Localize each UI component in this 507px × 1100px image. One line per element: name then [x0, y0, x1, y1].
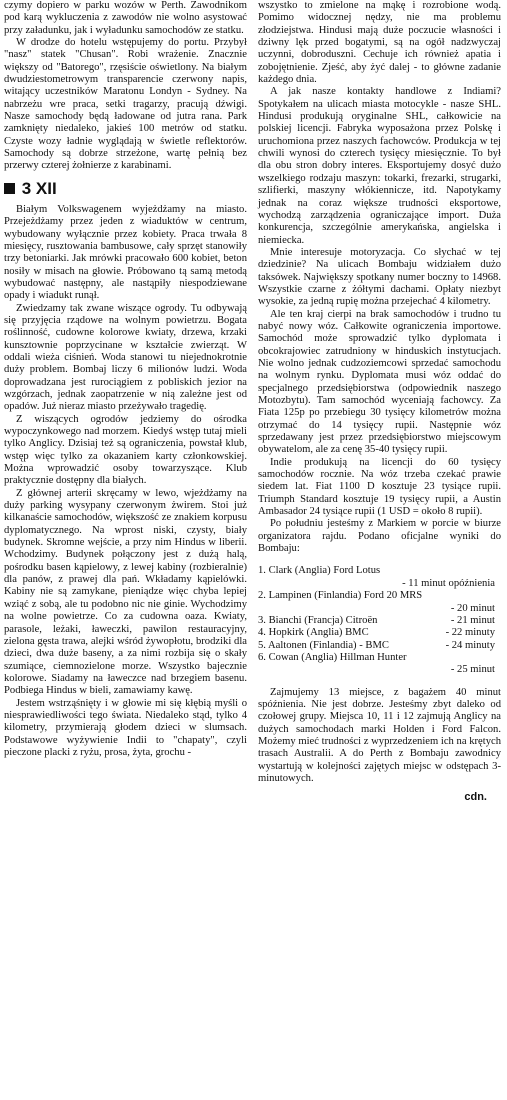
paragraph: Mnie interesuje motoryzacja. Co słychać w tej dziedzinie? Na ulicach Bombaju widziałem dużo taksówek. Największy spotkany numer boczny to 14968. Wszystkie czarne z żółtymi dachami. Opłaty niezbyt wysokie, za jedną rupię można przejechać 4 kilometry.	[258, 246, 501, 308]
result-time: - 22 minuty	[445, 627, 495, 639]
result-name: 5. Aaltonen (Finlandia) - BMC	[258, 639, 389, 651]
result-item	[258, 627, 501, 639]
paragraph: Zwiedzamy tak zwane wiszące ogrody. Tu odbywają się przyjęcia rządowe na wolnym powietrzu. Bogata roślinność, cudowne kolorowe kwiaty, drzewa, krzaki kunsztownie poprzycinane w kształcie zwierząt. W oddali wieża ciśnień. Woda stanowi tu niejednokrotnie duży problem. Bombaj liczy 6 milionów ludzi. Woda doprowadzana jest rurociągiem z pobliskich jezior na wzgórzach, jednak zaopatrzenie w nią zależne jest od opadów. Już nieraz miasto przeżywało tragedię.	[4, 302, 247, 413]
result-name: 6. Cowan (Anglia) Hillman Hunter	[258, 651, 407, 663]
result-name: 2. Lampinen (Finlandia) Ford 20 MRS	[258, 590, 423, 602]
right-column	[258, 0, 501, 803]
result-name: 3. Bianchi (Francja) Citroën	[258, 614, 378, 626]
paragraph: Białym Volkswagenem wyjeżdżamy na miasto. Przejeżdżamy przez jeden z wiaduktów w centrum, wybudowany wyłącznie przez kobiety. Praca trwała 8 miesięcy, rusztowania bambusowe, cały sprzęt stanowiły trzy betoniarki. Jak mrówki pracowało 600 kobiet, beton nosiły w misach na głowie. Próbowano tą samą metodą wybudować następny, ale nastąpiły niespodziewane opady i wiadukt runął.	[4, 203, 247, 302]
paragraph: czymy dopiero w parku wozów w Perth. Zawodnikom pod karą wykluczenia z zawodów nie wolno asystować przy załadunku, jak i wyładunku samochodów ze statku.	[4, 0, 247, 36]
result-item	[258, 590, 501, 615]
paragraph: Z głównej arterii skręcamy w lewo, wjeżdżamy na duży parking wysypany czerwonym żwirem. Stoi już kilkanaście samochodów, większość ze znakiem korpusu dyplomatycznego. Na wprost niski, czysty, biały budynek. Skromne wejście, a przy nim Hindus w liberii. Wchodzimy. Budynek połączony jest z dużą halą, pośrodku basen kąpielowy, z lewej kabiny (rozbieralnie) dla panów, z prawej dla pań. Wkładamy kąpielówki. Kabiny nie są zamykane, pieniądze więc chyba lepiej wziąć z sobą, ale tu podobno nic nie ginie. Wychodzimy na wolne powietrze. Co za cudowna oaza. Kwiaty, parasole, leżaki, ławeczki, pawilon restauracyjny, zielona gęsta trawa, alejki wśród żywopłotu, brodziki dla dzieci, dwa duże baseny, a za nimi rozbija się o skały szumiące, ciemnozielone morze. Wszystko bajecznie kolorowe. Siadamy na ławeczce nad brzegiem basenu. Podbiega Hindus w bieli, zamawiamy kawę.	[4, 487, 247, 697]
result-time: - 20 minut	[450, 602, 495, 614]
results-list	[258, 565, 501, 676]
date-heading	[4, 179, 247, 199]
paragraph: Jestem wstrząśnięty i w głowie mi się kłębią myśli o niesprawiedliwości tego świata. Niedaleko stąd, tylko 4 kilometry, przymierają głodem dzieci w slumsach. Podstawowe wyżywienie Indii to "chapaty", czyli pieczone placki z ryżu, prosa, żyta, grochu -	[4, 697, 247, 758]
paragraph: Po południu jesteśmy z Markiem w porcie w biurze organizatora rajdu. Podano oficjalne wyniki do Bombaju:	[258, 518, 501, 555]
result-time: - 24 minuty	[445, 639, 495, 651]
paragraph: wszystko to zmielone na mąkę i rozrobione wodą. Pomimo widocznej nędzy, nie ma problemu złodziejstwa. Hindusi mają duże poczucie własności i dziwny lęk przed bogatymi, są na ogół nadzwyczaj uczynni, dobroduszni. Cechuje ich również apatia i zobojętnienie. Zjeść, aby żyć dalej - to główne zadanie każdego dnia.	[258, 0, 501, 86]
paragraph: Z wiszących ogrodów jedziemy do ośrodka wypoczynkowego nad morzem. Kiedyś wstęp tutaj mieli tylko Anglicy. Dzisiaj też są ograniczenia, powstał klub, wstęp więc tylko za okazaniem karty członkowskiej. Można wprowadzić osoby towarzyszące. Klub praktycznie dostępny dla białych.	[4, 413, 247, 487]
result-time: - 21 minut	[450, 614, 495, 626]
result-name: 1. Clark (Anglia) Ford Lotus	[258, 565, 381, 577]
square-bullet-icon	[4, 183, 15, 194]
result-time: - 25 minut	[450, 664, 495, 676]
result-name: 4. Hopkirk (Anglia) BMC	[258, 627, 369, 639]
result-item	[258, 565, 501, 590]
result-item	[258, 652, 501, 677]
left-column	[4, 0, 247, 759]
result-item	[258, 640, 501, 652]
paragraph: Indie produkują na licencji do 60 tysięcy samochodów rocznie. Na wóz trzeba czekać prawie siedem lat. Fiat 1100 D kosztuje 23 tysiące rupii. Triumph Standard kosztuje 19 tysięcy rupii, a Austin Ambasador 24 tysiące rupii (1 USD = około 8 rupii).	[258, 456, 501, 518]
result-time: - 11 minut opóźnienia	[402, 577, 495, 589]
result-item	[258, 615, 501, 627]
paragraph: W drodze do hotelu wstępujemy do portu. Przybył "nasz" statek "Chusan". Robi wrażenie. Znacznie większy od "Batorego", rzęsiście oświetlony. Na białym dwudziestometrowym transparencie czerwony napis, witający uczestników Maratonu Londyn - Sydney. Na nabrzeżu wre praca, setki tragarzy, pracują dźwigi. Nasze samochody będą ładowane od jutra rana. Park zamknięty niedaleko, jakieś 100 metrów od statku. Czyste wozy ładnie wyglądają w świetle reflektorów. Samochody są dobrze strzeżone, wartę pełnią bez przerwy czterej żołnierze z karabinami.	[4, 37, 247, 172]
paragraph: A jak nasze kontakty handlowe z Indiami? Spotykałem na ulicach miasta motocykle - nasze SHL. Hindusi produkują oryginalne SHL, całkowicie na polskiej licencji. Fabryka wyposażona przez Polskę i uruchomiona przez naszych fachowców. Produkcja w tej chwili wynosi do czterech tysięcy miesięcznie. To był dla obu stron dobry interes. Eksportujemy dosyć dużo wszelkiego rodzaju maszyn: tokarki, frezarki, strugarki, szlifierki, maszyny włókiennicze, itd. Napotykamy jednak na coraz większe trudności eksportowe, wychodzą zarządzenia ograniczające import. Duża konkurencja, szczególnie amerykańska, angielska i niemiecka.	[258, 86, 501, 246]
date-heading-text: 3 XII	[21, 178, 57, 198]
paragraph: Zajmujemy 13 miejsce, z bagażem 40 minut spóźnienia. Nie jest dobrze. Jesteśmy zbyt daleko od czołowej grupy. Miejsca 10, 11 i 12 zajmują Anglicy na dużych samochodach marki Holden i Ford Falcon. Możemy mieć trudności z wyprzedzeniem ich na krętych trasach Australii. A do Perth z Bombaju zawodnicy wystartują w kolejności zajętych miejsc w odstępach 3-minutowych.	[258, 686, 501, 784]
paragraph: Ale ten kraj cierpi na brak samochodów i trudno tu nabyć nowy wóz. Całkowite ograniczenia importowe. Samochód może sprowadzić tylko dyplomata i obcokrajowiec zatrudniony w hinduskich instytucjach. Nie wolno jednak cudzoziemcowi sprzedać samochodu na wolnym rynku. Dyplomata musi wóz oddać do specjalnego przedsiębiorstwa (odpowiednik naszego Motozbytu). Tam samochód wyceniają fachowcy. Za Fiata 125p po przebiegu 30 tysięcy kilometrów można otrzymać do 14 tysięcy rupii. Następnie wóz sprzedawany jest przez przedsiębiorstwo miejscowym obywatelom, ale za cenę 35-40 tysięcy rupii.	[258, 308, 501, 456]
continued-marker: cdn.	[464, 791, 487, 804]
